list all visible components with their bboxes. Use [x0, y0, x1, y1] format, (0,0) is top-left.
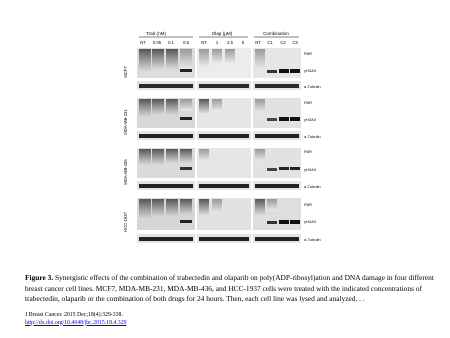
smear — [199, 49, 209, 67]
smear — [180, 199, 192, 215]
band-label-gamma-h2ax: γH2AX — [304, 68, 317, 73]
lane-label-olap-5: 5 — [241, 40, 245, 45]
smear — [152, 49, 164, 69]
band — [290, 117, 300, 121]
smear — [166, 199, 178, 217]
smear — [255, 99, 265, 113]
band-label-tubulin: α-Tubulin — [304, 84, 321, 89]
band-label-par: PAR — [304, 100, 312, 105]
lane-label-trab-0-1: 0.1 — [168, 40, 174, 45]
band — [199, 134, 249, 138]
lane-label-combo-c3: C3 — [292, 40, 298, 45]
band — [290, 220, 300, 224]
band — [180, 220, 192, 223]
lane-labels — [140, 40, 298, 45]
smear — [139, 149, 151, 165]
band — [199, 84, 249, 88]
smear — [180, 99, 192, 111]
band-label-tubulin: α-Tubulin — [304, 134, 321, 139]
band — [290, 167, 300, 170]
group-header-trab: Trab (nM) — [146, 31, 166, 36]
band — [139, 84, 193, 88]
band-label-gamma-h2ax: γH2AX — [304, 117, 317, 122]
band — [255, 184, 299, 188]
blot-block-hcc-1937 — [123, 198, 321, 243]
smear — [152, 99, 164, 115]
smear — [199, 199, 209, 215]
band — [180, 117, 192, 120]
smear — [139, 199, 151, 219]
band-label-par: PAR — [304, 202, 312, 207]
figure-caption — [25, 273, 437, 305]
smear — [166, 49, 178, 69]
lane-label-olap-nt: NT — [201, 40, 207, 45]
group-header-olap: Olap (μM) — [211, 31, 233, 36]
lane-label-trab-0-05: 0.05 — [152, 40, 162, 45]
lane-label-combo-c1: C1 — [267, 40, 273, 45]
smear — [180, 149, 192, 163]
band — [279, 167, 289, 170]
smear — [166, 99, 178, 115]
group-header-combination: Combination — [263, 31, 289, 36]
figure-caption-text: Synergistic effects of the combination of trabectedin and olaparib on poly(ADP-ribosyl)ation and DNA damage in four different breast cancer cell lines. MCF7, MDA-MB-231, MDA-MB-436, and HCC-1937 cells were treated with the indicated concentrations of trabectedin, olaparib or the combination of both drugs for 24 hours. Then, each cell line was lysed and analyzed. . . — [25, 273, 434, 304]
smear — [199, 149, 209, 161]
doi-link[interactable]: http://dx.doi.org/10.4048/jbc.2015.18.4.329 — [25, 319, 127, 326]
band-label-par: PAR — [304, 149, 312, 154]
band-label-gamma-h2ax: γH2AX — [304, 219, 317, 224]
smear — [255, 49, 265, 69]
lane-label-trab-nt: NT — [140, 40, 146, 45]
band-label-tubulin: α-Tubulin — [304, 237, 321, 242]
smear — [152, 199, 164, 217]
smear — [139, 49, 151, 71]
blot-block-mda-mb-231 — [123, 98, 321, 140]
lane-label-trab-0-5: 0.5 — [183, 40, 189, 45]
band — [279, 69, 289, 73]
figure-label: Figure 3. — [25, 273, 54, 282]
band — [199, 184, 249, 188]
smear — [255, 199, 265, 215]
band-label-par: PAR — [304, 51, 312, 56]
band — [180, 69, 192, 72]
smear — [212, 99, 222, 111]
band — [255, 84, 299, 88]
band — [139, 134, 193, 138]
band-label-gamma-h2ax: γH2AX — [304, 167, 317, 172]
smear — [267, 199, 277, 211]
lane-label-combo-c2: C2 — [280, 40, 286, 45]
smear — [212, 199, 222, 213]
citation — [25, 312, 127, 327]
lane-label-olap-1: 1 — [215, 40, 219, 45]
band — [139, 184, 193, 188]
band — [267, 118, 277, 121]
cell-line-label-mda-mb-436: MDA-MB-436 — [123, 159, 128, 185]
band — [267, 70, 277, 73]
smear — [199, 99, 209, 113]
band — [199, 237, 249, 241]
band-label-tubulin: α-Tubulin — [304, 184, 321, 189]
smear — [212, 49, 222, 63]
smear — [180, 49, 192, 69]
band — [267, 221, 277, 224]
group-headers — [139, 31, 299, 37]
band — [290, 69, 300, 73]
band — [279, 117, 289, 121]
smear — [139, 99, 151, 117]
band — [139, 237, 193, 241]
band — [279, 220, 289, 224]
blot-block-mda-mb-436 — [123, 148, 321, 190]
cell-line-label-mda-mb-231: MDA-MB-231 — [123, 109, 128, 135]
journal-citation: J Breast Cancer. 2015 Dec;18(4):329-338. — [25, 312, 123, 318]
lane-label-combo-nt: NT — [255, 40, 261, 45]
blot-block-mcf7 — [123, 48, 321, 90]
band — [267, 168, 277, 171]
band — [180, 167, 192, 170]
cell-line-label-hcc-1937: HCC-1937 — [123, 212, 128, 232]
band — [255, 134, 299, 138]
smear — [225, 49, 235, 63]
lane-label-olap-2-5: 2.5 — [227, 40, 233, 45]
smear — [152, 149, 164, 165]
cell-line-label-mcf7: MCF7 — [123, 66, 128, 78]
band — [255, 237, 299, 241]
smear — [166, 149, 178, 163]
smear — [255, 149, 265, 161]
